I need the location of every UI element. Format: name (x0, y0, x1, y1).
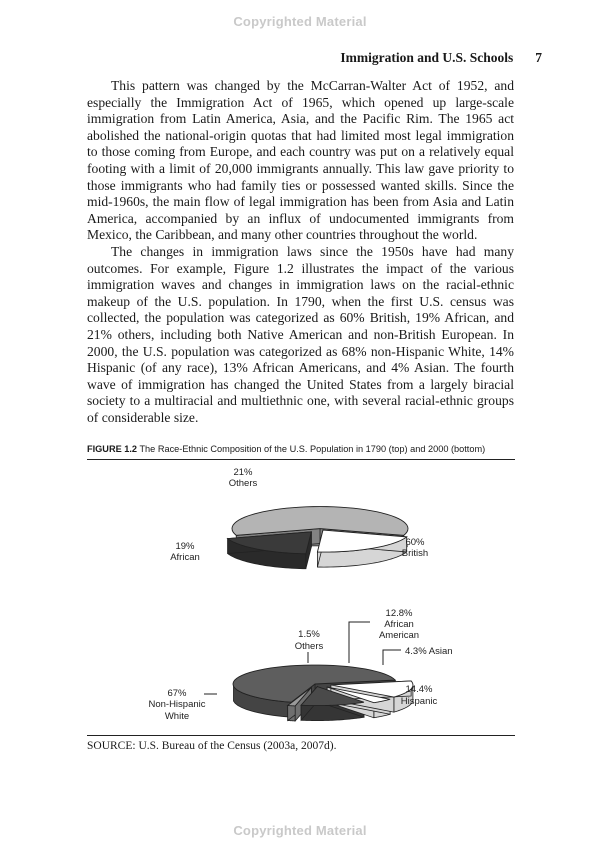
figure-top-rule (87, 459, 515, 460)
label-1790-african: African (170, 552, 200, 563)
label-1790-others: Others (228, 478, 258, 489)
label-2000-hispanic: Hispanic (400, 696, 438, 707)
pie-chart-2000 (233, 665, 413, 721)
label-2000-african-american-1: African (384, 619, 414, 630)
figure-bottom-rule (87, 735, 515, 736)
label-2000-white-1: Non-Hispanic (148, 699, 206, 710)
label-2000-white-2: White (164, 711, 190, 722)
label-1790-british-pct: 60% (405, 537, 425, 548)
label-1790-african-pct: 19% (175, 541, 195, 552)
label-2000-others-pct: 1.5% (298, 629, 320, 640)
paragraph-2: The changes in immigration laws since the 1950s have had many outcomes. For example, Figure 1.2 illustrates the impact of the various immigration waves and changes in immigration laws on the racial-ethnic makeup of the U.S. population. In 1790, when the first U.S. census was collected, the population was categorized as 60% British, 19% African, and 21% others, including both Native American and non-British European. In 2000, the U.S. population was categorized as 68% non-Hispanic White, 14% Hispanic (of any race), 13% African Americans, and 4% Asian. The fourth wave of immigration has changed the United States from a largely biracial society to a multiracial and multiethnic one, with several racial-ethnic groups of considerable size. (87, 243, 514, 425)
figure-caption (87, 444, 515, 454)
running-head (340, 50, 542, 66)
paragraph-1: This pattern was changed by the McCarran-Walter Act of 1952, and especially the Immigration Act of 1965, which opened up large-scale immigration from Latin America, Asia, and the Pacific Rim. The 1965 act abolished the national-origin quotas that had limited most legal immigration to those coming from Europe, and each country was put on a relatively equal footing with a limit of 20,000 immigrants annually. This law gave priority to those immigrants who had family ties or possessed wanted skills. Since the mid-1960s, the main flow of legal immigration has been from Asia and Latin America, accompanied by an influx of undocumented immigrants from Mexico, the Caribbean, and many other countries throughout the world. (87, 78, 514, 243)
figure-source: SOURCE: U.S. Bureau of the Census (2003a, 2007d). (87, 740, 337, 752)
label-2000-hispanic-pct: 14.4% (405, 684, 433, 695)
label-2000-asian: 4.3% Asian (405, 646, 453, 657)
figure-caption-text: The Race-Ethnic Composition of the U.S. Population in 1790 (top) and 2000 (bottom) (139, 444, 486, 454)
copyright-watermark-top: Copyrighted Material (233, 14, 367, 29)
label-2000-others: Others (294, 641, 324, 652)
label-1790-others-pct: 21% (233, 467, 253, 478)
label-2000-african-american-pct: 12.8% (385, 608, 413, 619)
running-head-title: Immigration and U.S. Schools (340, 50, 514, 65)
figure-number: FIGURE 1.2 (87, 444, 138, 454)
page-number: 7 (535, 50, 542, 65)
pie-chart-1790 (228, 507, 408, 569)
label-2000-african-american-2: American (378, 630, 420, 641)
copyright-watermark-bottom: Copyrighted Material (233, 823, 367, 838)
body-text (87, 78, 514, 426)
label-1790-british: British (401, 548, 429, 559)
figure-pie-charts (87, 462, 515, 734)
label-2000-white-pct: 67% (167, 688, 187, 699)
